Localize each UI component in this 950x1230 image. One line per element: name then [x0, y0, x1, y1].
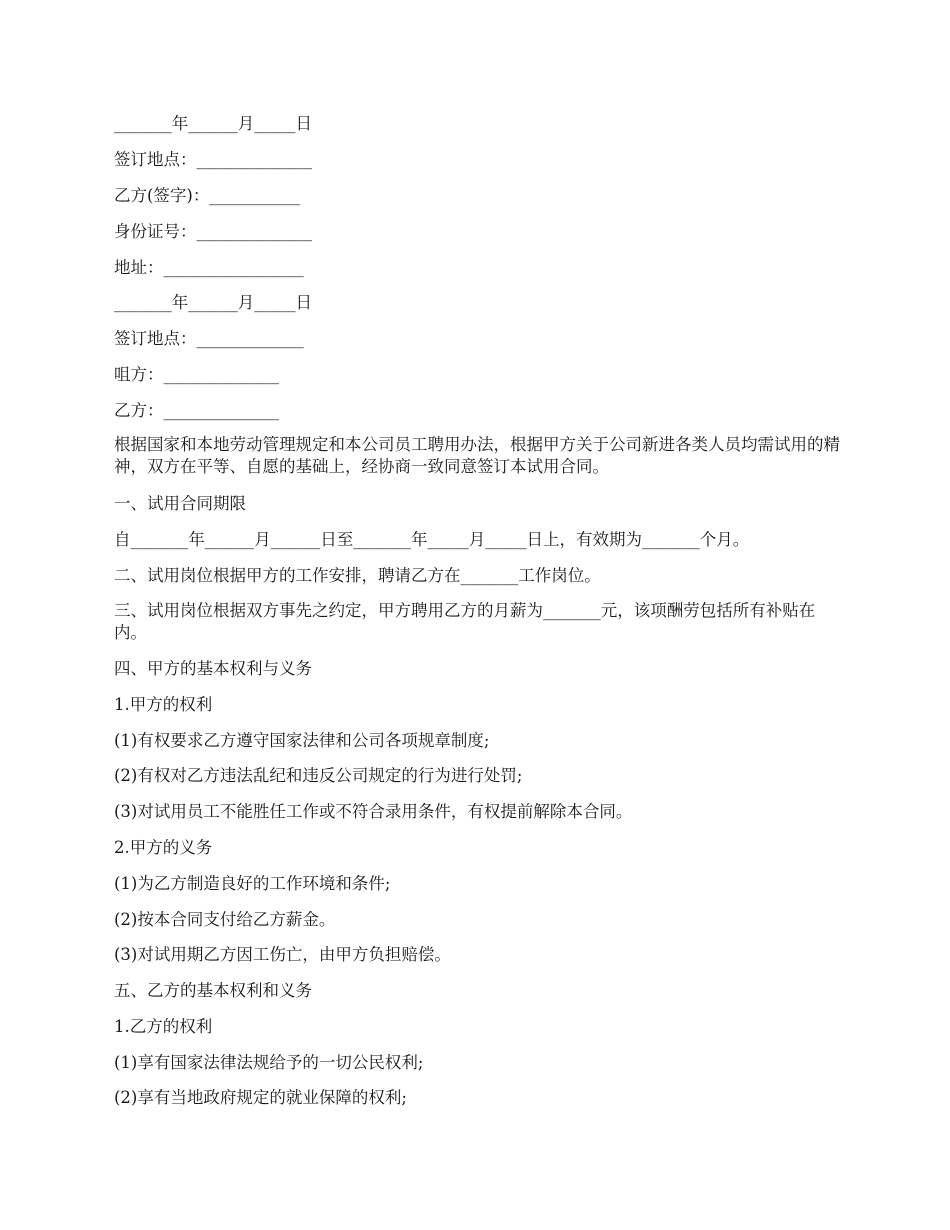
party-a-right-2: (2)有权对乙方违法乱纪和违反公司规定的行为进行处罚; [114, 766, 523, 785]
party-a-duty-3: (3)对试用期乙方因工伤亡，由甲方负担赔偿。 [114, 945, 451, 964]
party-a-rights-heading: 1.甲方的权利 [114, 695, 213, 714]
section-2-position: 二、试用岗位根据甲方的工作安排，聘请乙方在_______工作岗位。 [114, 566, 601, 585]
party-b-rights-heading: 1.乙方的权利 [114, 1017, 213, 1036]
signing-location-2: 签订地点：_____________ [114, 329, 304, 348]
party-b-right-1: (1)享有国家法律法规给予的一切公民权利; [114, 1053, 424, 1072]
party-a-duty-2: (2)按本合同支付给乙方薪金。 [114, 910, 336, 929]
party-a-right-3: (3)对试用员工不能胜任工作或不符合录用条件，有权提前解除本合同。 [114, 802, 633, 821]
section-4-heading: 四、甲方的基本权利与义务 [114, 659, 312, 678]
section-1-heading: 一、试用合同期限 [114, 494, 246, 513]
section-5-heading: 五、乙方的基本权利和义务 [114, 981, 312, 1000]
party-a: 咀方：______________ [114, 365, 279, 384]
id-number: 身份证号：______________ [114, 222, 312, 241]
date-line-1: _______年______月_____日 [114, 114, 312, 133]
party-a-duties-heading: 2.甲方的义务 [114, 838, 213, 857]
section-1-period: 自_______年______月______日至_______年_____月_____日上，有效期为_______个月。 [114, 530, 750, 549]
preamble-paragraph: 根据国家和本地劳动管理规定和本公司员工聘用办法，根据甲方关于公司新进各类人员均需试用的精神，双方在平等、自愿的基础上，经协商一致同意签订本试用合同。 [114, 435, 840, 476]
date-line-2: _______年______月_____日 [114, 293, 312, 312]
party-b-signature: 乙方(签字)：___________ [114, 186, 301, 205]
party-b: 乙方：______________ [114, 401, 279, 420]
party-b-right-2: (2)享有当地政府规定的就业保障的权利; [114, 1088, 407, 1107]
signing-location-1: 签订地点：______________ [114, 150, 312, 169]
address: 地址：_________________ [114, 258, 304, 277]
section-3-salary: 三、试用岗位根据双方事先之约定，甲方聘用乙方的月薪为_______元，该项酬劳包括所有补贴在内。 [114, 601, 816, 642]
party-a-right-1: (1)有权要求乙方遵守国家法律和公司各项规章制度; [114, 731, 490, 750]
party-a-duty-1: (1)为乙方制造良好的工作环境和条件; [114, 874, 391, 893]
